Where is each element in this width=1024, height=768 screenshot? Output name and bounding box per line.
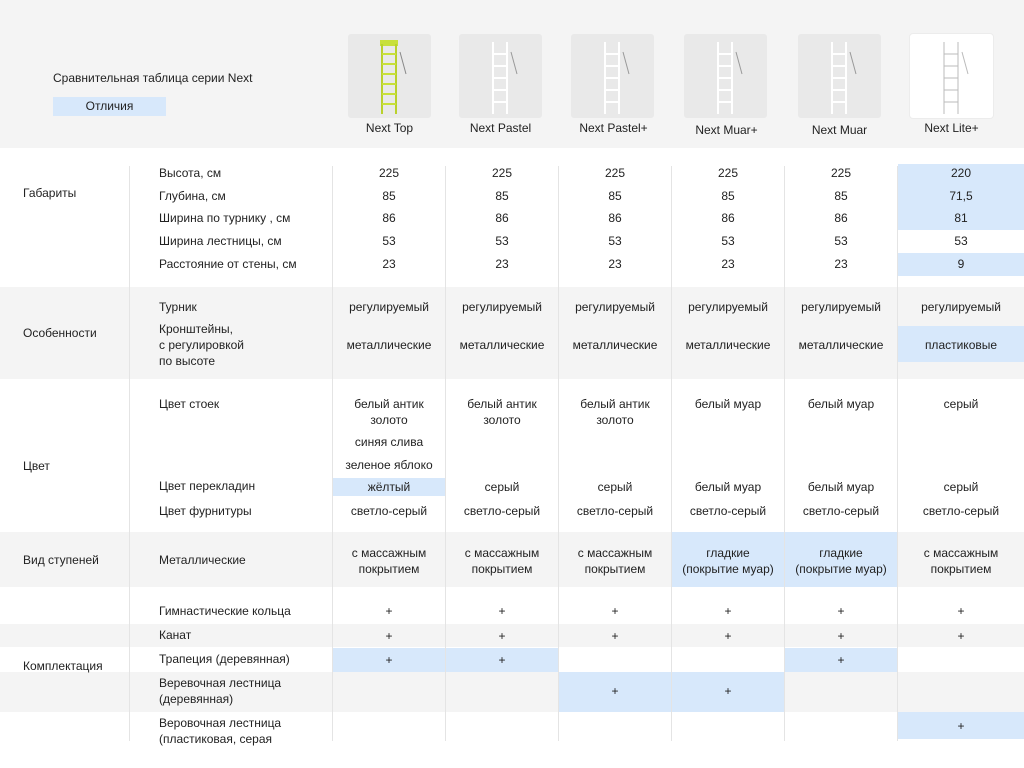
cell-height: 225 — [378, 166, 400, 180]
cell-height: 225 — [491, 166, 513, 180]
cell-pullup-bar: регулируемый — [921, 300, 1001, 314]
cell-pullup-bar: регулируемый — [349, 300, 429, 314]
cell-fittings-color: светло-серый — [350, 504, 428, 518]
cell-ladder-width: 53 — [954, 234, 968, 248]
cell-brackets: металлические — [798, 338, 884, 352]
cell-rings: + — [611, 604, 619, 618]
cell-brackets: металлические — [572, 338, 658, 352]
grid-line — [897, 166, 898, 741]
cell-ladder-width: 53 — [495, 234, 509, 248]
cell-metal-steps: с массажным покрытием — [464, 546, 540, 576]
cell-pullup-bar: регулируемый — [575, 300, 655, 314]
product-name-next-muar: Next Muar — [811, 123, 868, 137]
cell-pullup-bar: регулируемый — [688, 300, 768, 314]
cell-brackets: металлические — [459, 338, 545, 352]
rope-ladder-band — [0, 672, 1024, 712]
cell-height: 225 — [830, 166, 852, 180]
cell-rung-color: серый — [943, 480, 979, 494]
cell-rung-color: белый муар — [694, 480, 762, 494]
cell-pullup-bar: регулируемый — [801, 300, 881, 314]
cell-ladder-width: 53 — [608, 234, 622, 248]
row-label-brackets: Кронштейны, с регулировкой по высоте — [159, 322, 244, 368]
cell-height: 220 — [950, 166, 972, 180]
row-label-metal-steps: Металлические — [159, 553, 246, 567]
cell-brackets: металлические — [346, 338, 432, 352]
row-label-bar-width: Ширина по турнику , см — [159, 211, 291, 225]
cell-wall-distance: 23 — [721, 257, 735, 271]
product-image-next-pastel-plus — [571, 34, 654, 118]
cell-rope: + — [498, 629, 506, 643]
cell-metal-steps: гладкие (покрытие муар) — [682, 546, 774, 576]
cell-fittings-color: светло-серый — [463, 504, 541, 518]
row-label-depth: Глубина, см — [159, 189, 226, 203]
cell-post-color: серый — [943, 397, 979, 411]
row-label-ladder-width: Ширина лестницы, см — [159, 234, 282, 248]
cell-ladder-width: 53 — [382, 234, 396, 248]
cell-post-color: белый антик золото — [354, 397, 424, 427]
cell-fittings-color: светло-серый — [689, 504, 767, 518]
cell-rope: + — [611, 629, 619, 643]
cell-wall-distance: 23 — [834, 257, 848, 271]
cell-depth: 85 — [721, 189, 735, 203]
cell-trapeze: + — [498, 653, 506, 667]
product-image-next-muar — [798, 34, 881, 118]
cell-depth: 85 — [834, 189, 848, 203]
group-label-color: Цвет — [23, 459, 50, 473]
group-label-steps: Вид ступеней — [23, 553, 99, 567]
cell-wall-distance: 23 — [382, 257, 396, 271]
cell-rings: + — [957, 604, 965, 618]
cell-post-color: белый антик золото — [467, 397, 537, 427]
group-label-dimensions: Габариты — [23, 186, 77, 200]
cell-depth: 71,5 — [949, 189, 973, 203]
cell-depth: 85 — [495, 189, 509, 203]
cell-rings: + — [385, 604, 393, 618]
row-label-rings: Гимнастические кольца — [159, 604, 291, 618]
product-name-next-top: Next Top — [365, 121, 414, 135]
cell-ladder-width: 53 — [834, 234, 848, 248]
cell-wall-distance: 23 — [495, 257, 509, 271]
row-label-fittings-color: Цвет фурнитуры — [159, 504, 252, 518]
cell-rope-ladder-plastic: + — [957, 719, 965, 733]
cell-rope-ladder-wood: + — [724, 684, 732, 698]
cell-rings: + — [724, 604, 732, 618]
product-image-next-lite-plus — [910, 34, 993, 118]
cell-rung-color: серый — [484, 480, 520, 494]
cell-fittings-color: светло-серый — [576, 504, 654, 518]
cell-height: 225 — [717, 166, 739, 180]
product-name-next-pastel-plus: Next Pastel+ — [579, 121, 648, 135]
cell-post-color-extra: синяя слива — [354, 435, 424, 449]
product-name-next-pastel: Next Pastel — [469, 121, 532, 135]
cell-brackets: пластиковые — [924, 338, 998, 352]
product-image-next-top — [348, 34, 431, 118]
row-label-rope-ladder-wood: Веревочная лестница (деревянная) — [159, 676, 282, 706]
product-name-next-muar-plus: Next Muar+ — [695, 123, 758, 137]
cell-height: 225 — [604, 166, 626, 180]
cell-fittings-color: светло-серый — [922, 504, 1000, 518]
cell-ladder-width: 53 — [721, 234, 735, 248]
cell-metal-steps: с массажным покрытием — [351, 546, 427, 576]
cell-fittings-color: светло-серый — [802, 504, 880, 518]
cell-metal-steps: с массажным покрытием — [923, 546, 999, 576]
product-name-next-lite-plus: Next Lite+ — [924, 121, 979, 135]
cell-metal-steps: с массажным покрытием — [577, 546, 653, 576]
product-image-next-pastel — [459, 34, 542, 118]
cell-post-color: белый муар — [694, 397, 762, 411]
row-label-post-color: Цвет стоек — [159, 397, 220, 411]
cell-rung-color: жёлтый — [367, 480, 411, 494]
cell-rings: + — [498, 604, 506, 618]
cell-pullup-bar: регулируемый — [462, 300, 542, 314]
row-label-pullup-bar: Турник — [159, 300, 197, 314]
cell-post-color: белый антик золото — [580, 397, 650, 427]
row-label-wall-distance: Расстояние от стены, см — [159, 257, 297, 271]
row-label-rope-ladder-plastic: Веровочная лестница (пластиковая, серая — [159, 716, 282, 746]
cell-wall-distance: 9 — [957, 257, 965, 271]
cell-metal-steps: гладкие (покрытие муар) — [795, 546, 887, 576]
cell-bar-width: 86 — [382, 211, 396, 225]
row-label-rope: Канат — [159, 628, 192, 642]
grid-line — [129, 166, 130, 741]
cell-rope: + — [957, 629, 965, 643]
cell-trapeze: + — [385, 653, 393, 667]
cell-bar-width: 81 — [954, 211, 968, 225]
cell-rope: + — [385, 629, 393, 643]
cell-post-color: белый муар — [807, 397, 875, 411]
cell-wall-distance: 23 — [608, 257, 622, 271]
cell-bar-width: 86 — [495, 211, 509, 225]
cell-post-color-extra: зеленое яблоко — [345, 458, 433, 472]
row-label-trapeze: Трапеция (деревянная) — [159, 652, 290, 666]
cell-trapeze: + — [837, 653, 845, 667]
grid-line — [558, 166, 559, 741]
cell-rope: + — [724, 629, 732, 643]
cell-brackets: металлические — [685, 338, 771, 352]
cell-depth: 85 — [608, 189, 622, 203]
cell-bar-width: 86 — [721, 211, 735, 225]
group-label-features: Особенности — [23, 326, 97, 340]
cell-rope-ladder-wood: + — [611, 684, 619, 698]
group-label-kit: Комплектация — [23, 659, 103, 673]
product-image-next-muar-plus — [684, 34, 767, 118]
row-label-rung-color: Цвет перекладин — [159, 479, 256, 493]
cell-bar-width: 86 — [834, 211, 848, 225]
cell-bar-width: 86 — [608, 211, 622, 225]
cell-rung-color: серый — [597, 480, 633, 494]
cell-rope: + — [837, 629, 845, 643]
differences-legend: Отличия — [53, 97, 166, 116]
cell-rung-color: белый муар — [807, 480, 875, 494]
cell-depth: 85 — [382, 189, 396, 203]
row-label-height: Высота, см — [159, 166, 222, 180]
page-title: Сравнительная таблица серии Next — [53, 71, 253, 85]
grid-line — [671, 166, 672, 741]
cell-rings: + — [837, 604, 845, 618]
